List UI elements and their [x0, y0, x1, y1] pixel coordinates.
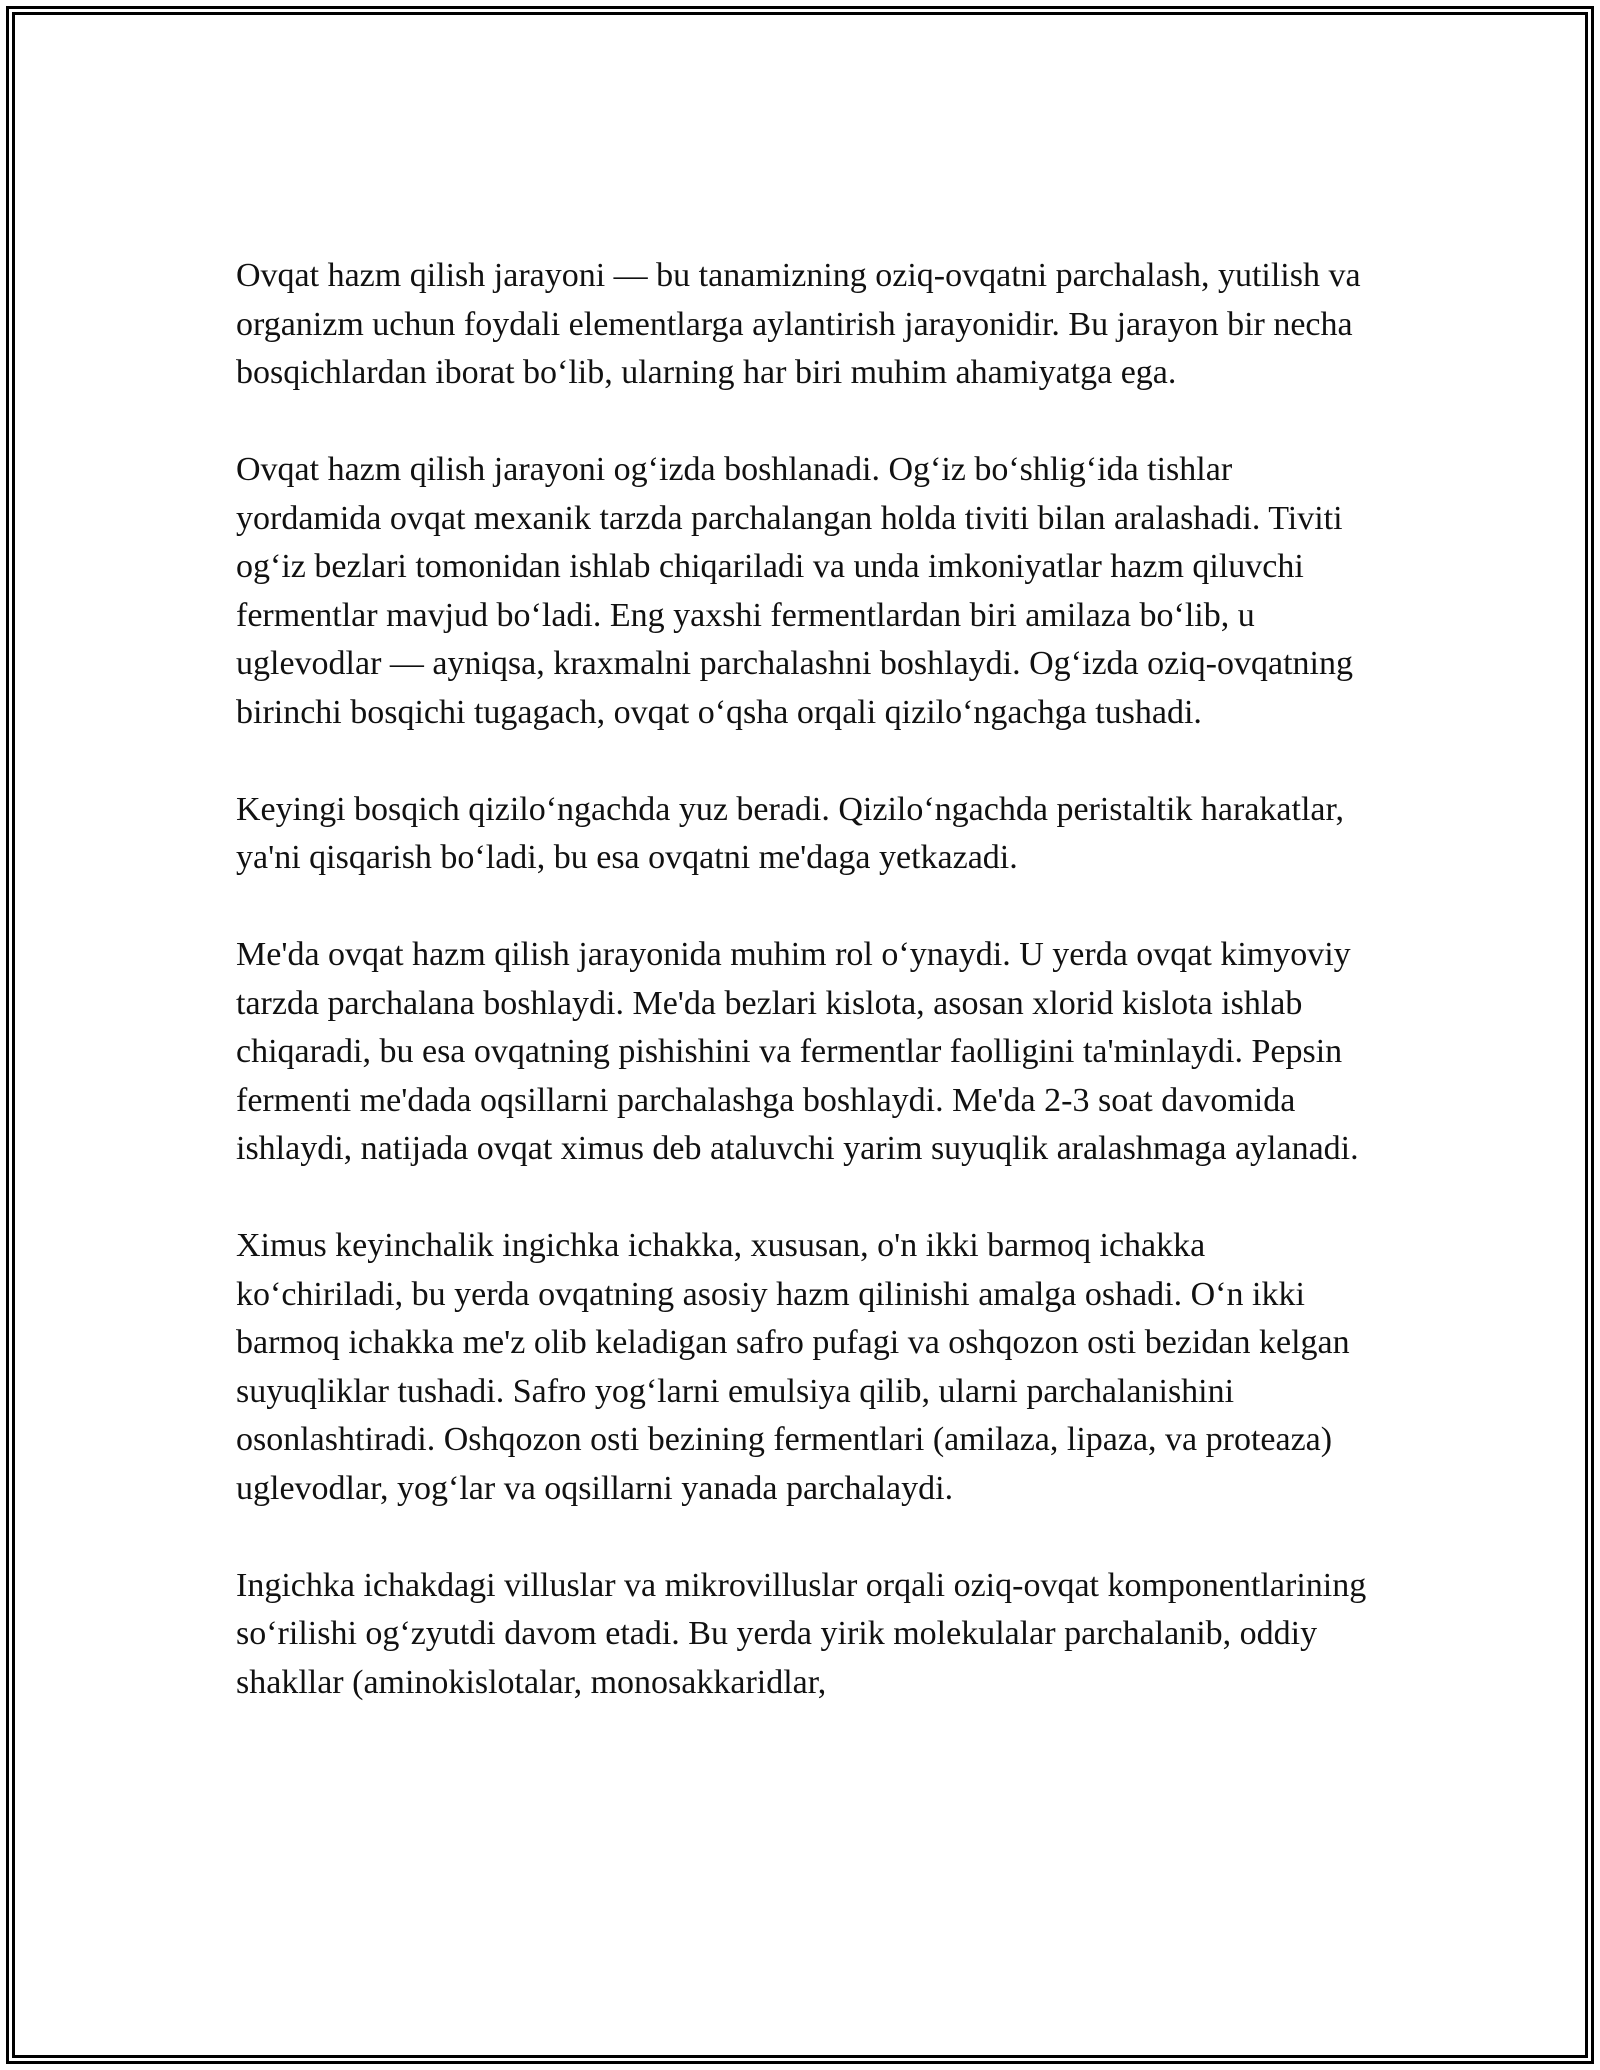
paragraph-absorption: Ingichka ichakdagi villuslar va mikrovilluslar orqali oziq-ovqat komponentlarining so‘rilishi og‘zyutdi davom etadi. Bu yerda yirik molekulalar parchalanib, oddiy shakllar (aminokislotalar, monosakkaridlar, [236, 1566, 1367, 1701]
paragraph-esophagus: Keyingi bosqich qizilo‘ngachda yuz beradi. Qizilo‘ngachda peristaltik harakatlar, ya'ni qisqarish bo‘ladi, bu esa ovqatni me'daga yetkazadi. [236, 790, 1344, 876]
paragraph-intro: Ovqat hazm qilish jarayoni — bu tanamizning oziq-ovqatni parchalash, yutilish va organizm uchun foydali elementlarga aylantirish jarayonidir. Bu jarayon bir necha bosqichlardan iborat bo‘lib, ularning har biri muhim ahamiyatga ega. [236, 257, 1361, 391]
paragraph-stomach: Me'da ovqat hazm qilish jarayonida muhim rol o‘ynaydi. U yerda ovqat kimyoviy tarzda parchalana boshlaydi. Me'da bezlari kislota, asosan xlorid kislota ishlab chiqaradi, bu esa ovqatning pishishini va fermentlar faolligini ta'minlaydi. Pepsin fermenti me'dada oqsillarni parchalashga boshlaydi. Me'da 2-3 soat davomida ishlaydi, natijada ovqat ximus deb ataluvchi yarim suyuqlik aralashmaga aylanadi. [236, 936, 1359, 1167]
paragraph-mouth: Ovqat hazm qilish jarayoni og‘izda boshlanadi. Og‘iz bo‘shlig‘ida tishlar yordamida ovqat mexanik tarzda parchalangan holda tiviti bilan aralashadi. Tiviti og‘iz bezlari tomonidan ishlab chiqariladi va unda imkoniyatlar hazm qiluvchi fermentlar mavjud bo‘ladi. Eng yaxshi fermentlardan biri amilaza bo‘lib, u uglevodlar — ayniqsa, kraxmalni parchalashni boshlaydi. Og‘izda oziq-ovqatning birinchi bosqichi tugagach, ovqat o‘qsha orqali qizilo‘ngachga tushadi. [236, 451, 1353, 731]
paragraph-small-intestine: Ximus keyinchalik ingichka ichakka, xususan, o'n ikki barmoq ichakka ko‘chiriladi, bu yerda ovqatning asosiy hazm qilinishi amalga oshadi. O‘n ikki barmoq ichakka me'z olib keladigan safro pufagi va oshqozon osti bezidan kelgan suyuqliklar tushadi. Safro yog‘larni emulsiya qilib, ularni parchalanishini osonlashtiradi. Oshqozon osti bezining fermentlari (amilaza, lipaza, va proteaza) uglevodlar, yog‘lar va oqsillarni yanada parchalaydi. [236, 1227, 1350, 1507]
document-body [236, 252, 1376, 1756]
